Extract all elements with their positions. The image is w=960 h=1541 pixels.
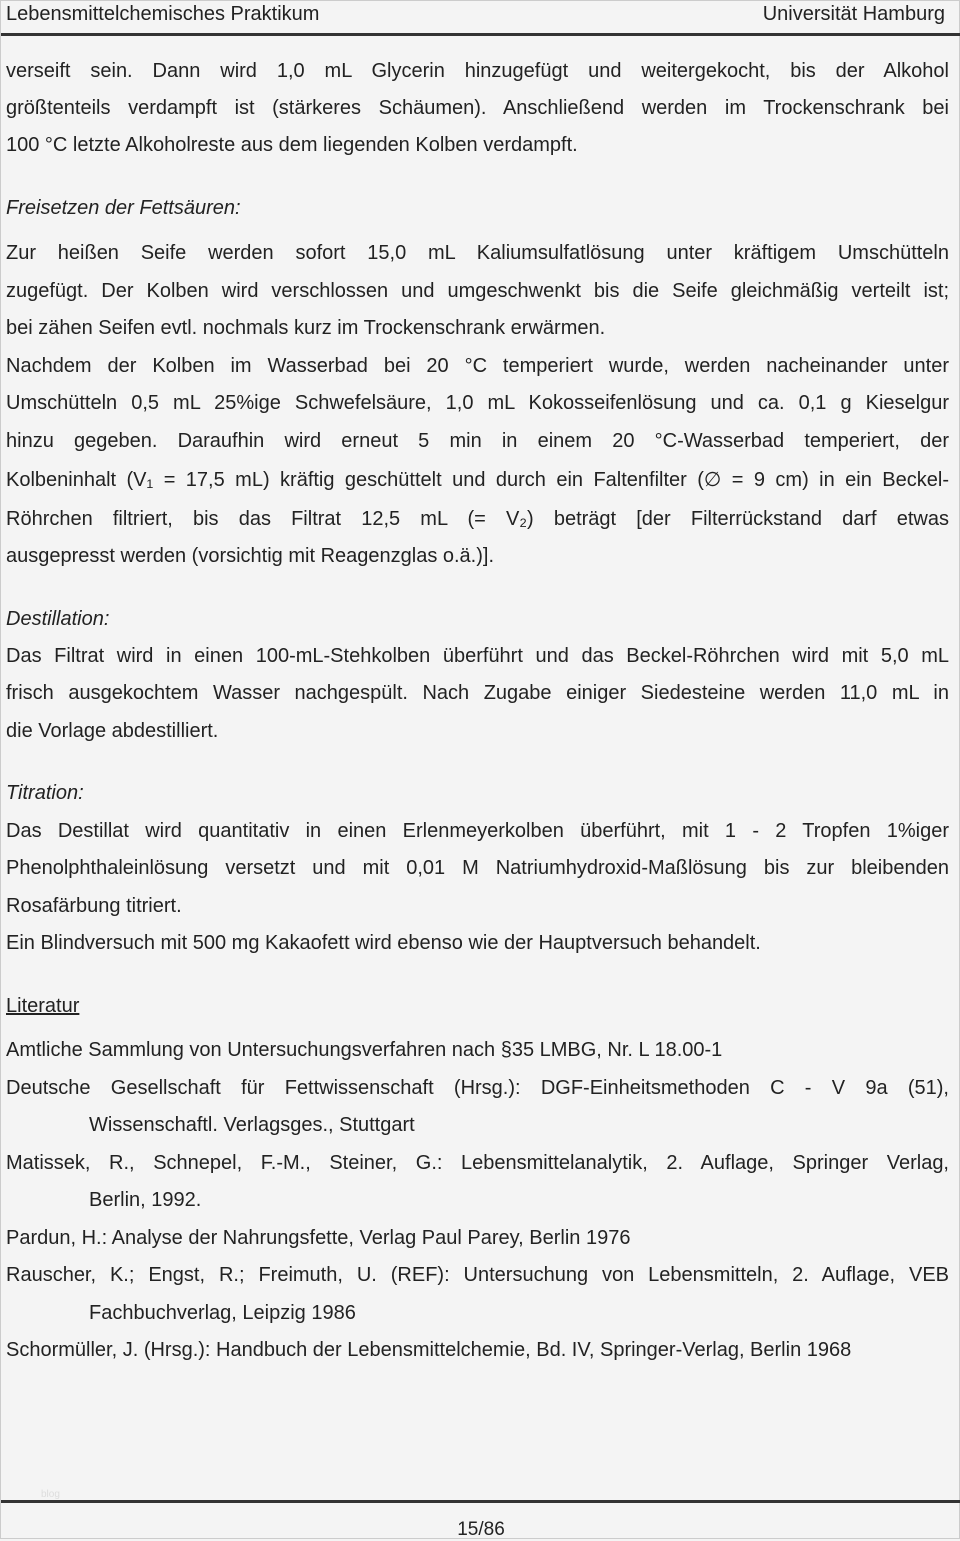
text-line: Phenolphthaleinlösung versetzt und mit 0,01 M Natriumhydroxid-Maßlösung bis zur bleibenden <box>6 857 949 879</box>
text-line: Rosafärbung titriert. <box>6 895 182 917</box>
header-institution: Universität Hamburg <box>762 3 945 25</box>
text-line: Das Destillat wird quantitativ in einen Erlenmeyerkolben überführt, mit 1 - 2 Tropfen 1%iger <box>6 820 949 842</box>
text-line: Das Filtrat wird in einen 100-mL-Stehkolben überführt und das Beckel-Röhrchen wird mit 5,0 mL <box>6 645 949 667</box>
text-line: 100 °C letzte Alkoholreste aus dem liegenden Kolben verdampft. <box>6 134 578 156</box>
text-line: zugefügt. Der Kolben wird verschlossen und umgeschwenkt bis die Seife gleichmäßig verteilt ist; <box>6 280 949 302</box>
text-line: frisch ausgekochtem Wasser nachgespült. Nach Zugabe einiger Siedesteine werden 11,0 mL in <box>6 682 949 704</box>
text-line: Wissenschaftl. Verlagsges., Stuttgart <box>89 1114 415 1136</box>
text-line: Fachbuchverlag, Leipzig 1986 <box>89 1302 356 1324</box>
text-line: ausgepresst werden (vorsichtig mit Reagenzglas o.ä.)]. <box>6 545 495 567</box>
text-line: Berlin, 1992. <box>89 1189 202 1211</box>
section-heading: Titration: <box>6 782 84 804</box>
text-line: bei zähen Seifen evtl. nochmals kurz im Trockenschrank erwärmen. <box>6 317 606 339</box>
text-line: Röhrchen filtriert, bis das Filtrat 12,5 mL (= V₂) beträgt [der Filterrückstand darf etwas <box>6 508 949 530</box>
section-heading: Destillation: <box>6 608 110 630</box>
header-title: Lebensmittelchemisches Praktikum <box>6 3 320 25</box>
text-line: Amtliche Sammlung von Untersuchungsverfahren nach §35 LMBG, Nr. L 18.00-1 <box>6 1039 723 1061</box>
footer-rule <box>1 1500 960 1503</box>
text-line: Umschütteln 0,5 mL 25%ige Schwefelsäure, 1,0 mL Kokosseifenlösung und ca. 0,1 g Kieselgur <box>6 392 949 414</box>
text-line: Pardun, H.: Analyse der Nahrungsfette, Verlag Paul Parey, Berlin 1976 <box>6 1227 631 1249</box>
watermark: blog <box>41 1489 60 1500</box>
text-line: hinzu gegeben. Daraufhin wird erneut 5 min in einem 20 °C-Wasserbad temperiert, der <box>6 430 949 452</box>
section-heading: Literatur <box>6 995 80 1017</box>
text-line: Matissek, R., Schnepel, F.-M., Steiner, G.: Lebensmittelanalytik, 2. Auflage, Springer Verlag, <box>6 1152 949 1174</box>
text-line: Kolbeninhalt (V₁ = 17,5 mL) kräftig geschüttelt und durch ein Faltenfilter (∅ = 9 cm) in ein Beckel- <box>6 469 949 491</box>
text-line: Deutsche Gesellschaft für Fettwissenschaft (Hrsg.): DGF-Einheitsmethoden C - V 9a (51), <box>6 1077 949 1099</box>
text-line: die Vorlage abdestilliert. <box>6 720 219 742</box>
text-line: Rauscher, K.; Engst, R.; Freimuth, U. (REF): Untersuchung von Lebensmitteln, 2. Auflage, VEB <box>6 1264 949 1286</box>
text-line: Schormüller, J. (Hrsg.): Handbuch der Lebensmittelchemie, Bd. IV, Springer-Verlag, Berlin 1968 <box>6 1339 852 1361</box>
text-line: verseift sein. Dann wird 1,0 mL Glycerin hinzugefügt und weitergekocht, bis der Alkohol <box>6 60 949 82</box>
text-line: Zur heißen Seife werden sofort 15,0 mL Kaliumsulfatlösung unter kräftigem Umschütteln <box>6 242 949 264</box>
header-rule <box>1 33 960 36</box>
section-heading: Freisetzen der Fettsäuren: <box>6 197 241 219</box>
text-line: Ein Blindversuch mit 500 mg Kakaofett wird ebenso wie der Hauptversuch behandelt. <box>6 932 761 954</box>
page-number: 15/86 <box>457 1519 505 1540</box>
text-line: größtenteils verdampft ist (stärkeres Schäumen). Anschließend werden im Trockenschrank bei <box>6 97 949 119</box>
text-line: Nachdem der Kolben im Wasserbad bei 20 °C temperiert wurde, werden nacheinander unter <box>6 355 949 377</box>
